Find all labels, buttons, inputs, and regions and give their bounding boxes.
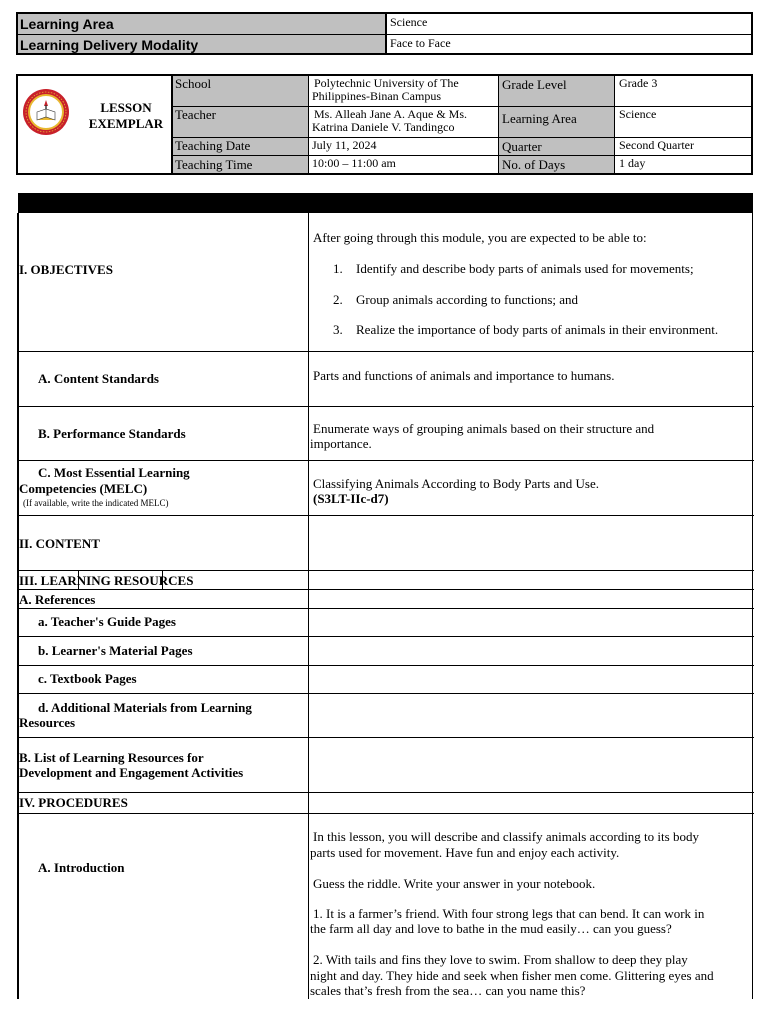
melc-value: Classifying Animals According to Body Parts and Use. bbox=[313, 476, 599, 491]
learners-material-label: b. Learner's Material Pages bbox=[38, 643, 193, 658]
learning-resources-label: III. LEARNING RESOURCES bbox=[19, 573, 194, 588]
grid-line bbox=[19, 589, 754, 590]
no-of-days-value: 1 day bbox=[619, 156, 646, 170]
grid-line bbox=[171, 76, 173, 173]
teaching-date-value: July 11, 2024 bbox=[312, 138, 377, 152]
content-standards-value: Parts and functions of animals and importance to humans. bbox=[313, 368, 615, 383]
no-of-days-label: No. of Days bbox=[499, 156, 614, 173]
area-value: Science bbox=[619, 107, 657, 121]
teacher-label: Teacher bbox=[173, 107, 308, 137]
grid-line bbox=[308, 213, 309, 999]
column-divider bbox=[385, 14, 387, 53]
grid-line bbox=[614, 76, 615, 173]
objective-2: Group animals according to functions; and bbox=[356, 292, 579, 307]
references-label: A. References bbox=[19, 592, 96, 607]
grid-line bbox=[19, 636, 754, 637]
performance-standards-line1: Enumerate ways of grouping animals based on their structure and bbox=[313, 421, 655, 436]
grid-line bbox=[171, 155, 751, 156]
delivery-modality-label: Learning Delivery Modality bbox=[18, 35, 385, 53]
procedures-label: IV. PROCEDURES bbox=[19, 795, 128, 810]
objective-3: Realize the importance of body parts of animals in their environment. bbox=[356, 322, 719, 337]
additional-materials-label-line1: d. Additional Materials from Learning bbox=[38, 700, 252, 715]
grid-line bbox=[19, 351, 754, 352]
intro-paragraph-1-line1: In this lesson, you will describe and classify animals according to its body bbox=[313, 829, 699, 844]
textbook-pages-label: c. Textbook Pages bbox=[38, 671, 137, 686]
learning-area-value: Science bbox=[390, 15, 428, 29]
school-label: School bbox=[173, 76, 308, 106]
list-of-resources-label-line2: Development and Engagement Activities bbox=[19, 765, 244, 780]
riddle-1-line2: the farm all day and love to bathe in the mud easily… can you guess? bbox=[310, 921, 672, 936]
quarter-label: Quarter bbox=[499, 138, 614, 155]
performance-standards-label: B. Performance Standards bbox=[38, 426, 186, 441]
grid-line bbox=[19, 693, 754, 694]
performance-standards-line2: importance. bbox=[310, 436, 372, 451]
grade-level-value: Grade 3 bbox=[619, 76, 658, 90]
riddle-2-line3: scales that’s fresh from the sea… can you name this? bbox=[310, 983, 586, 998]
objective-3-num: 3. bbox=[333, 322, 343, 337]
grid-line bbox=[308, 76, 309, 173]
intro-paragraph-1-line2: parts used for movement. Have fun and enjoy each activity. bbox=[310, 845, 620, 860]
teaching-time-value: 10:00 – 11:00 am bbox=[312, 156, 396, 170]
melc-label-line1: C. Most Essential Learning bbox=[38, 465, 190, 480]
list-of-resources-label-line1: B. List of Learning Resources for bbox=[19, 750, 204, 765]
objectives-intro: After going through this module, you are expected to be able to: bbox=[313, 230, 647, 245]
content-label: II. CONTENT bbox=[19, 536, 100, 551]
grid-line bbox=[19, 570, 754, 571]
content-standards-label: A. Content Standards bbox=[38, 371, 159, 386]
learning-area-label: Learning Area bbox=[18, 14, 385, 34]
grid-line bbox=[19, 737, 754, 738]
teaching-date-label: Teaching Date bbox=[173, 138, 308, 155]
riddle-2-line1: 2. With tails and fins they love to swim. From shallow to deep they play bbox=[313, 952, 688, 967]
intro-paragraph-2: Guess the riddle. Write your answer in your notebook. bbox=[313, 876, 596, 891]
riddle-1-line1: 1. It is a farmer’s friend. With four strong legs that can bend. It can work in bbox=[313, 906, 705, 921]
learning-area-table bbox=[16, 12, 753, 55]
riddle-2-line2: night and day. They hide and seek when fisher men come. Glittering eyes and bbox=[310, 968, 714, 983]
objectives-label: I. OBJECTIVES bbox=[19, 262, 113, 277]
grid-line bbox=[19, 406, 754, 407]
objective-2-num: 2. bbox=[333, 292, 343, 307]
lesson-header-table bbox=[16, 74, 753, 175]
grid-line bbox=[19, 665, 754, 666]
grid-line bbox=[171, 137, 751, 138]
grid-line bbox=[19, 792, 754, 793]
grid-line bbox=[19, 460, 754, 461]
section-header-bar bbox=[18, 193, 753, 213]
grid-line bbox=[19, 515, 754, 516]
grid-line bbox=[171, 106, 751, 107]
teachers-guide-label: a. Teacher's Guide Pages bbox=[38, 614, 176, 629]
grade-level-label: Grade Level bbox=[499, 76, 614, 106]
introduction-label: A. Introduction bbox=[38, 860, 125, 875]
teacher-value: Ms. Alleah Jane A. Aque & Ms. Katrina Daniele V. Tandingco bbox=[312, 107, 467, 134]
melc-note: (If available, write the indicated MELC) bbox=[23, 498, 169, 508]
objective-1-num: 1. bbox=[333, 261, 343, 276]
grid-line bbox=[498, 76, 499, 173]
school-value: Polytechnic University of The Philippines-Binan Campus bbox=[312, 76, 459, 103]
grid-line bbox=[19, 608, 754, 609]
teaching-time-label: Teaching Time bbox=[173, 156, 308, 173]
lesson-plan-table bbox=[17, 213, 753, 999]
school-seal-icon bbox=[22, 88, 70, 136]
melc-label-line2: Competencies (MELC) bbox=[19, 481, 148, 496]
area-label: Learning Area bbox=[499, 107, 614, 137]
melc-code: (S3LT-IIc-d7) bbox=[313, 491, 389, 506]
quarter-value: Second Quarter bbox=[619, 138, 694, 152]
delivery-modality-value: Face to Face bbox=[390, 36, 451, 50]
lesson-exemplar-title: LESSON EXEMPLAR bbox=[88, 100, 164, 131]
objective-1: Identify and describe body parts of animals used for movements; bbox=[356, 261, 694, 276]
additional-materials-label-line2: Resources bbox=[19, 715, 76, 730]
grid-line bbox=[19, 813, 754, 814]
